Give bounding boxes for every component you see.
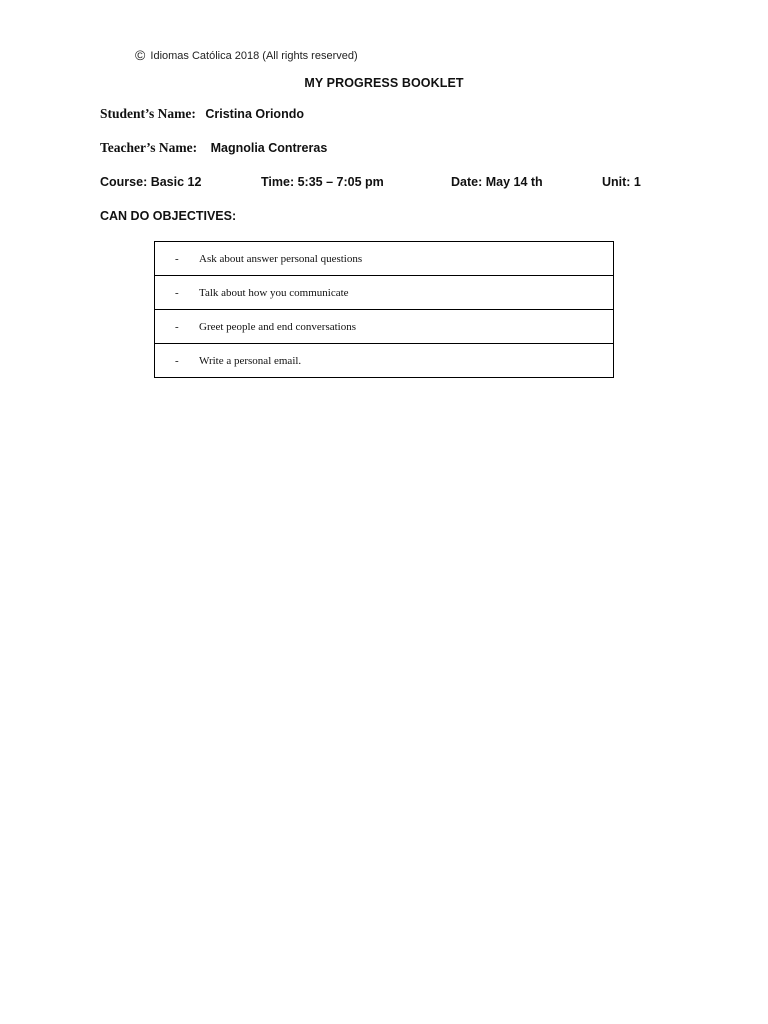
objective-bullet: - [175, 354, 179, 367]
objective-row [155, 276, 613, 310]
copyright-symbol: © [135, 47, 146, 63]
objective-text: Greet people and end conversations [199, 320, 356, 333]
student-name-row [100, 106, 304, 122]
copyright-notice [135, 47, 358, 63]
course-info: Course: Basic 12 [100, 175, 202, 189]
student-name-value: Cristina Oriondo [205, 107, 304, 121]
student-name-label: Student’s Name: [100, 106, 196, 121]
objective-bullet: - [175, 320, 179, 333]
objective-bullet: - [175, 286, 179, 299]
objective-row [155, 344, 613, 377]
objectives-heading: CAN DO OBJECTIVES: [100, 209, 237, 223]
objective-bullet: - [175, 252, 179, 265]
time-info: Time: 5:35 – 7:05 pm [261, 175, 384, 189]
objective-text: Ask about answer personal questions [199, 252, 363, 265]
objective-text: Write a personal email. [199, 354, 302, 367]
objective-row [155, 310, 613, 344]
teacher-name-row [100, 140, 327, 156]
document-title: MY PROGRESS BOOKLET [304, 76, 464, 90]
date-info: Date: May 14 th [451, 175, 543, 189]
objective-row [155, 242, 613, 276]
unit-info: Unit: 1 [602, 175, 641, 189]
teacher-name-label: Teacher’s Name: [100, 140, 198, 155]
objectives-table [154, 241, 614, 378]
objective-text: Talk about how you communicate [199, 286, 349, 299]
teacher-name-value: Magnolia Contreras [210, 141, 328, 155]
copyright-text: Idiomas Católica 2018 (All rights reserved) [150, 50, 358, 62]
